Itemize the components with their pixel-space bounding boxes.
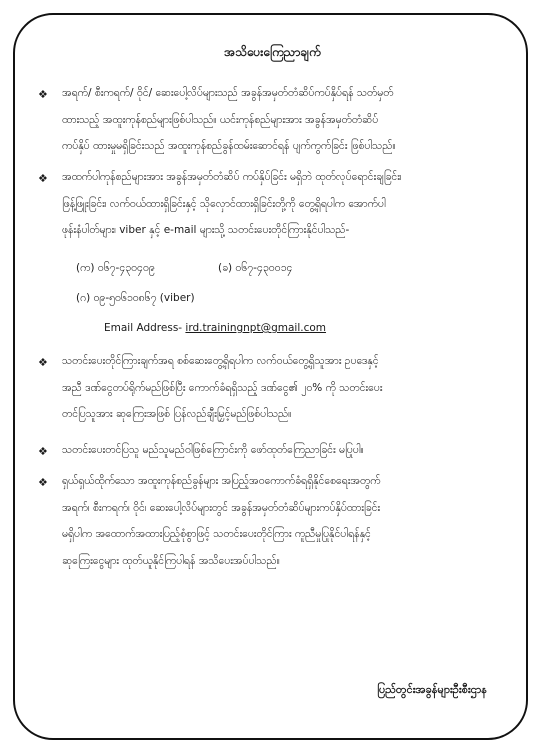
paragraph-5 (62, 468, 502, 574)
paragraph-line: သတင်းပေးတင်ပြသူ မည်သူမည်ဝါဖြစ်ကြောင်းကို ဖော်ထုတ်ကြေညာခြင်း မပြုပါ။ (62, 444, 364, 456)
phone-number-2: (ခ) ၀၆၇-၄၃၀၀၁၄ (218, 262, 293, 274)
paragraph-1 (62, 80, 502, 160)
bullet-icon: ❖ (38, 476, 48, 489)
email-label: Email Address- (104, 322, 186, 334)
bullet-icon: ❖ (38, 356, 48, 369)
paragraph-line: မရှိပါက အထောက်အထားပြည့်စုံစွာဖြင့် သတင်းပေးတိုင်ကြား ကူညီမှုပြုနိုင်ပါရန်နှင့် (62, 528, 371, 540)
issuing-department: ပြည်တွင်းအခွန်များဦးစီးဌာန (377, 683, 487, 696)
viber-number: (ဂ) ၀၉-၅၀၆၁၀၈၆၇ (viber) (76, 292, 195, 304)
phone-number-1: (က) ၀၆၇-၄၃၀၄၀၉ (76, 262, 155, 274)
paragraph-line: သတင်းပေးတိုင်ကြားချက်အရ စစ်ဆေးတွေ့ရှိရပါက လက်ဝယ်တွေ့ရှိသူအား ဥပဒေနှင့် (62, 355, 379, 367)
bullet-icon: ❖ (38, 88, 48, 101)
paragraph-line: ရှယ်ရှယ်ထိုက်သော အထူးကုန်စည်ခွန်များ အပြည့်အဝကောက်ခံရရှိနိုင်စေရေးအတွက် (62, 475, 381, 487)
paragraph-line: တင်ပြသူအား ဆုကြေးအဖြစ် ပြန်လည်ချီးမြှင့်မည်ဖြစ်ပါသည်။ (62, 408, 292, 420)
bullet-icon: ❖ (38, 445, 48, 458)
paragraph-line: အထက်ပါကုန်စည်များအား အခွန်အမှတ်တံဆိပ် ကပ်နှိပ်ခြင်း မရှိဘဲ ထုတ်လုပ်ရောင်းချခြင်း၊ (62, 171, 402, 183)
paragraph-line: ထားသည့် အထူးကုန်စည်များဖြစ်ပါသည်။ ယင်းကုန်စည်များအား အခွန်အမှတ်တံဆိပ် (62, 113, 379, 126)
paragraph-line: အရက်၊ စီးကရက်၊ ဝိုင်၊ ဆေးပေါ့လိပ်များတွင် အခွန်အမှတ်တံဆိပ်များကပ်နှိပ်ထားခြင်း (62, 501, 381, 514)
page-title: အသိပေးကြေညာချက် (224, 45, 321, 59)
paragraph-4 (62, 437, 502, 464)
paragraph-line: အညီ ဒဏ်ငွေတပ်ရိုက်မည်ဖြစ်ပြီး ကောက်ခံရရှိသည့် ဒဏ်ငွေ၏ ၂၀% ကို သတင်းပေး (62, 381, 383, 394)
paragraph-line: ဖြန့်ဖြူးခြင်း၊ လက်ဝယ်ထားရှိခြင်းနှင့် သိုလှောင်ထားရှိခြင်းတို့ကို တွေ့ရှိရပါက အောက်ပါ (62, 197, 386, 210)
paragraph-line: အရက်/ စီးကရက်/ ဝိုင်/ ဆေးပေါ့လိပ်များသည် အခွန်အမှတ်တံဆိပ်ကပ်နှိပ်ရန် သတ်မှတ် (62, 87, 394, 99)
paragraph-3 (62, 348, 502, 428)
paragraph-2 (62, 164, 502, 244)
email-link[interactable]: ird.trainingnpt@gmail.com (185, 322, 327, 334)
paragraph-line: ကပ်နှိပ် ထားမှုမရှိခြင်းသည် အထူးကုန်စည်ခွန်ထမ်းဆောင်ရန် ပျက်ကွက်ခြင်း ဖြစ်ပါသည်။ (62, 140, 396, 152)
paragraph-line: ဆုကြေးငွေများ ထုတ်ယူနိုင်ကြပါရန် အသိပေးအပ်ပါသည်။ (62, 554, 280, 567)
email-row (104, 322, 326, 334)
bullet-icon: ❖ (38, 172, 48, 185)
paragraph-line: ဖုန်းနံပါတ်များ၊ viber နှင့် e-mail များသို့ သတင်းပေးတိုင်ကြားနိုင်ပါသည်- (62, 224, 350, 236)
